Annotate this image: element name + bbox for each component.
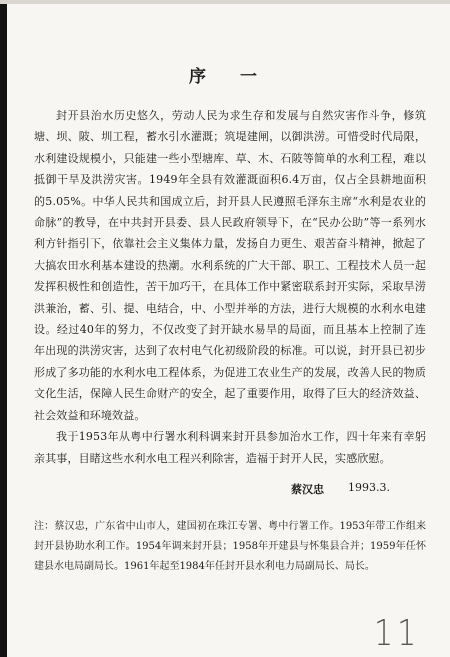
body-paragraph-1: 封开县治水历史悠久，劳动人民为求生存和发展与自然灾害作斗争，修筑塘、坝、陂、圳工程，蓄水引水灌溉；筑堤建闸，以御洪涝。可惜受时代局限，水利建设规模小，只能建一些小型塘库、草、木、石陂等简单的水利工程，难以抵御干旱及洪涝灾害。1949年全县有效灌溉面积6.4万亩，仅占全县耕地面积的5.05%。中华人民共和国成立后，封开县人民遵照毛泽东主席“水利是农业的命脉”的教导，在中共封开县委、县人民政府领导下，在“民办公助”等一系列水利方针指引下，依靠社会主义集体力量，发扬自力更生、艰苦奋斗精神，掀起了大搞农田水利基本建设的热潮。水利系统的广大干部、职工、工程技术人员一起发挥积极性和创造性，苦干加巧干，在具体工作中紧密联系封开实际，采取旱涝洪兼治，蓄、引、提、电结合，中、小型并举的方法，进行大规模的水利水电建设。经过40年的努力，不仅改变了封开缺水易旱的局面，而且基本上控制了连年出现的洪涝灾害，达到了农村电气化初级阶段的标准。可以说，封开县已初步形成了多功能的水利水电工程体系，为促进工农业生产的发展，改善人民的物质文化生活，保障人民生命财产的安全，起了重要作用，取得了巨大的经济效益、社会效益和环境效益。 bbox=[34, 109, 426, 422]
body-paragraph-2: 我于1953年从粤中行署水利科调来封开县参加治水工作，四十年来有幸躬亲其事，目睹这些水利水电工程兴利除害，造福于封开人民，实感欣慰。 bbox=[34, 430, 426, 465]
scan-shadow-edge bbox=[0, 0, 7, 657]
handwritten-page-number: 11 bbox=[374, 612, 421, 655]
author-note: 注：蔡汉忠，广东省中山市人，建国初在珠江专署、粤中行署工作。1953年带工作组来封开县协助水利工作。1954年调来封开县；1958年开建县与怀集县合并；1959年任怀建县水电局副局长。1961年起至1984年任封开县水利电力局副局长、局长。 bbox=[34, 520, 426, 572]
signature-block bbox=[34, 481, 426, 497]
document-page bbox=[34, 62, 426, 587]
page-title: 序 一 bbox=[189, 67, 271, 87]
signature-name: 蔡汉忠 bbox=[291, 482, 324, 496]
signature-date: 1993.3. bbox=[348, 480, 390, 494]
scan-top-edge bbox=[0, 0, 450, 4]
